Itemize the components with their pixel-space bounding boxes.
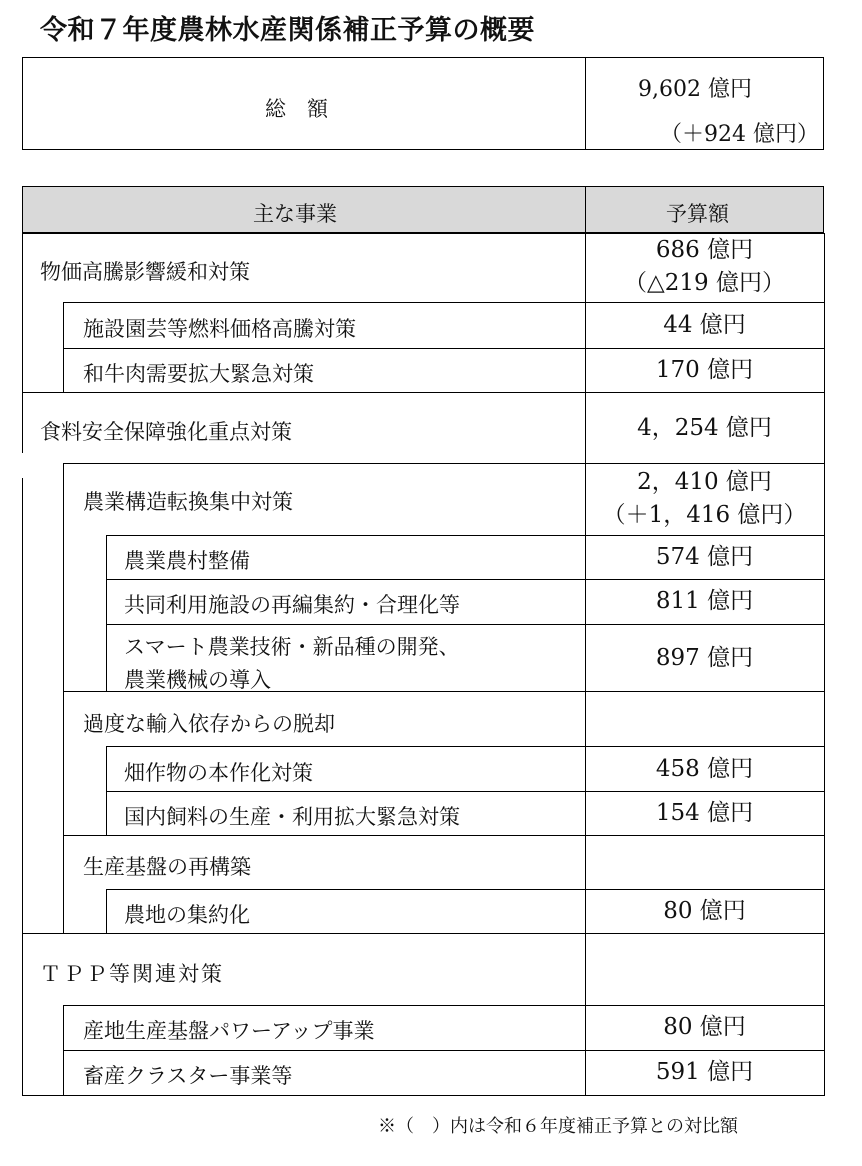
row-name: 農地の集約化: [124, 903, 250, 927]
row-amount: 591 億円: [655, 1059, 754, 1085]
row-name: 和牛肉需要拡大緊急対策: [83, 362, 314, 386]
indent-guide-1: [63, 302, 64, 392]
table-left-border: [22, 233, 23, 453]
header-business: 主な事業: [253, 202, 337, 226]
row-amount: 154 億円: [655, 800, 754, 826]
row-amount: 170 億円: [655, 357, 754, 383]
summary-change: （＋924 億円）: [660, 122, 819, 147]
row-separator: [22, 933, 825, 934]
header-divider: [585, 186, 586, 233]
row-change: （＋1，416 億円）: [602, 502, 807, 528]
row-separator: [22, 233, 825, 234]
row-name-line1: スマート農業技術・新品種の開発、: [124, 635, 460, 659]
table-bottom-border: [22, 1095, 825, 1096]
indent-guide-3: [106, 535, 107, 691]
row-name: 国内飼料の生産・利用拡大緊急対策: [124, 805, 460, 829]
summary-label: 総 額: [265, 97, 328, 121]
indent-guide-2: [63, 463, 64, 933]
row-separator: [106, 579, 825, 580]
row-name: 畜産クラスター事業等: [83, 1064, 293, 1088]
footnote: ※（ ）内は令和６年度補正予算との対比額: [378, 1116, 738, 1137]
row-name: 生産基盤の再構築: [83, 855, 251, 879]
row-separator: [22, 392, 825, 393]
row-name: ＴＰＰ等関連対策: [40, 962, 224, 986]
row-name: 共同利用施設の再編集約・合理化等: [124, 593, 460, 617]
table-left-border-lower: [22, 478, 23, 1095]
row-amount: 80 億円: [663, 1014, 746, 1040]
row-separator: [63, 302, 825, 303]
row-name: 過度な輸入依存からの脱却: [83, 712, 335, 736]
row-separator: [106, 624, 825, 625]
table-right-border: [824, 233, 825, 1095]
row-amount: 897 億円: [655, 645, 754, 671]
row-name: 畑作物の本作化対策: [124, 761, 313, 785]
row-name: 農業構造転換集中対策: [83, 490, 293, 514]
row-amount: 80 億円: [663, 898, 746, 924]
row-separator: [106, 746, 825, 747]
row-amount: 574 億円: [655, 544, 754, 570]
row-amount: 458 億円: [655, 756, 754, 782]
row-name: 施設園芸等燃料価格高騰対策: [83, 317, 356, 341]
row-amount: 2，410 億円: [637, 469, 772, 495]
header-budget: 予算額: [666, 202, 729, 226]
row-amount: 686 億円: [655, 237, 754, 263]
row-separator: [63, 1050, 825, 1051]
row-separator: [63, 835, 825, 836]
row-separator: [63, 1005, 825, 1006]
row-amount: 4，254 億円: [637, 415, 772, 441]
row-name: 物価高騰影響緩和対策: [40, 260, 250, 284]
row-name-line2: 農業機械の導入: [124, 668, 271, 692]
summary-divider: [585, 57, 586, 150]
row-amount: 811 億円: [655, 588, 754, 614]
row-separator: [106, 791, 825, 792]
row-amount: 44 億円: [663, 312, 746, 338]
row-separator: [63, 463, 825, 464]
row-name: 食料安全保障強化重点対策: [40, 420, 292, 444]
row-separator: [106, 889, 825, 890]
summary-amount: 9,602 億円: [638, 77, 752, 102]
row-name: 農業農村整備: [124, 549, 250, 573]
indent-guide-5: [106, 889, 107, 933]
row-change: （△219 億円）: [624, 270, 785, 296]
row-separator: [63, 348, 825, 349]
row-name: 産地生産基盤パワーアップ事業: [83, 1019, 375, 1043]
page-title: 令和７年度農林水産関係補正予算の概要: [40, 15, 535, 46]
row-separator: [106, 535, 825, 536]
